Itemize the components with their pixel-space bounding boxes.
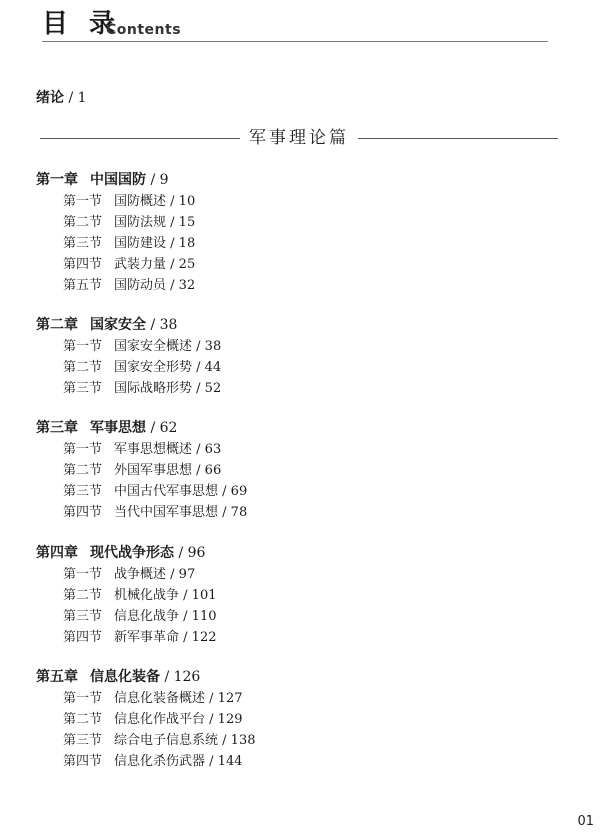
chapter-title-row[interactable] [36, 543, 556, 564]
part-heading [40, 126, 558, 150]
section-label: 第二节 [63, 360, 103, 375]
section-page: / 38 [192, 339, 222, 354]
section-title: 军事思想概述 [114, 442, 193, 457]
section-title: 信息化杀伤武器 [114, 754, 206, 769]
section-title: 武装力量 [114, 257, 167, 272]
chapter-page: / 96 [174, 545, 206, 561]
section-title: 国家安全形势 [114, 360, 193, 375]
chapter-2 [36, 315, 556, 399]
chapter-label: 第二章 [36, 317, 78, 333]
chapter-page: / 62 [146, 420, 178, 436]
section-title: 信息化作战平台 [114, 712, 206, 727]
section-label: 第一节 [63, 442, 103, 457]
chapter-page: / 9 [146, 172, 169, 188]
chapter-title-row[interactable] [36, 315, 556, 336]
section-label: 第二节 [63, 215, 103, 230]
chapter-4 [36, 543, 556, 648]
section-title: 国家安全概述 [114, 339, 193, 354]
section-page: / 127 [205, 691, 243, 706]
section-label: 第一节 [63, 567, 103, 582]
page-number: 01 [577, 814, 594, 829]
header-divider [42, 41, 548, 42]
section-label: 第一节 [63, 194, 103, 209]
section-page: / 44 [192, 360, 222, 375]
section-title: 国防动员 [114, 278, 167, 293]
section-row[interactable] [36, 585, 556, 606]
section-row[interactable] [36, 502, 556, 523]
section-row[interactable] [36, 460, 556, 481]
part-divider-right [358, 138, 558, 139]
section-row[interactable] [36, 357, 556, 378]
section-page: / 69 [218, 484, 248, 499]
chapter-label: 第五章 [36, 669, 78, 685]
section-page: / 138 [218, 733, 256, 748]
section-page: / 32 [166, 278, 196, 293]
section-label: 第三节 [63, 484, 103, 499]
section-title: 当代中国军事思想 [114, 505, 219, 520]
section-row[interactable] [36, 439, 556, 460]
section-label: 第三节 [63, 609, 103, 624]
section-row[interactable] [36, 336, 556, 357]
section-page: / 52 [192, 381, 222, 396]
section-label: 第一节 [63, 691, 103, 706]
section-title: 中国古代军事思想 [114, 484, 219, 499]
section-label: 第一节 [63, 339, 103, 354]
section-label: 第三节 [63, 236, 103, 251]
chapter-title: 国家安全 [90, 317, 146, 333]
section-title: 国防法规 [114, 215, 167, 230]
section-page: / 110 [179, 609, 217, 624]
section-title: 外国军事思想 [114, 463, 193, 478]
section-title: 信息化装备概述 [114, 691, 206, 706]
section-page: / 78 [218, 505, 248, 520]
section-title: 新军事革命 [114, 630, 180, 645]
part-divider-left [40, 138, 240, 139]
section-row[interactable] [36, 275, 556, 296]
section-label: 第五节 [63, 278, 103, 293]
section-page: / 144 [205, 754, 243, 769]
section-row[interactable] [36, 212, 556, 233]
section-row[interactable] [36, 627, 556, 648]
section-row[interactable] [36, 606, 556, 627]
section-row[interactable] [36, 233, 556, 254]
section-label: 第二节 [63, 588, 103, 603]
section-row[interactable] [36, 254, 556, 275]
section-label: 第二节 [63, 463, 103, 478]
part-title: 军事理论篇 [249, 128, 349, 148]
chapter-1 [36, 170, 556, 296]
chapter-title: 中国国防 [90, 172, 146, 188]
section-label: 第四节 [63, 505, 103, 520]
section-row[interactable] [36, 751, 556, 772]
chapter-label: 第一章 [36, 172, 78, 188]
chapter-title-row[interactable] [36, 170, 556, 191]
toc-title: 目 录 [42, 9, 122, 39]
section-title: 综合电子信息系统 [114, 733, 219, 748]
section-page: / 18 [166, 236, 196, 251]
toc-header [42, 8, 548, 40]
section-page: / 15 [166, 215, 196, 230]
section-label: 第三节 [63, 381, 103, 396]
chapter-page: / 126 [160, 669, 201, 685]
chapter-page: / 38 [146, 317, 178, 333]
section-row[interactable] [36, 709, 556, 730]
section-page: / 97 [166, 567, 196, 582]
toc-entry-intro[interactable] [36, 88, 87, 108]
section-page: / 101 [179, 588, 217, 603]
section-label: 第三节 [63, 733, 103, 748]
section-row[interactable] [36, 481, 556, 502]
section-label: 第四节 [63, 754, 103, 769]
chapter-label: 第三章 [36, 420, 78, 436]
section-page: / 129 [205, 712, 243, 727]
chapter-title: 军事思想 [90, 420, 146, 436]
section-row[interactable] [36, 191, 556, 212]
section-label: 第四节 [63, 257, 103, 272]
section-page: / 63 [192, 442, 222, 457]
intro-page: / 1 [64, 90, 87, 106]
section-label: 第二节 [63, 712, 103, 727]
section-page: / 122 [179, 630, 217, 645]
chapter-5 [36, 667, 556, 772]
section-row[interactable] [36, 378, 556, 399]
section-title: 信息化战争 [114, 609, 180, 624]
section-row[interactable] [36, 564, 556, 585]
toc-title-english: Contents [106, 22, 182, 38]
chapter-title: 信息化装备 [90, 669, 160, 685]
chapter-title-row[interactable] [36, 667, 556, 688]
intro-label: 绪论 [36, 90, 64, 106]
section-page: / 25 [166, 257, 196, 272]
section-page: / 10 [166, 194, 196, 209]
section-title: 国防概述 [114, 194, 167, 209]
section-title: 战争概述 [114, 567, 167, 582]
section-row[interactable] [36, 688, 556, 709]
chapter-label: 第四章 [36, 545, 78, 561]
section-title: 国防建设 [114, 236, 167, 251]
chapter-title-row[interactable] [36, 418, 556, 439]
chapter-3 [36, 418, 556, 523]
section-page: / 66 [192, 463, 222, 478]
chapter-title: 现代战争形态 [90, 545, 174, 561]
section-label: 第四节 [63, 630, 103, 645]
section-row[interactable] [36, 730, 556, 751]
section-title: 机械化战争 [114, 588, 180, 603]
section-title: 国际战略形势 [114, 381, 193, 396]
